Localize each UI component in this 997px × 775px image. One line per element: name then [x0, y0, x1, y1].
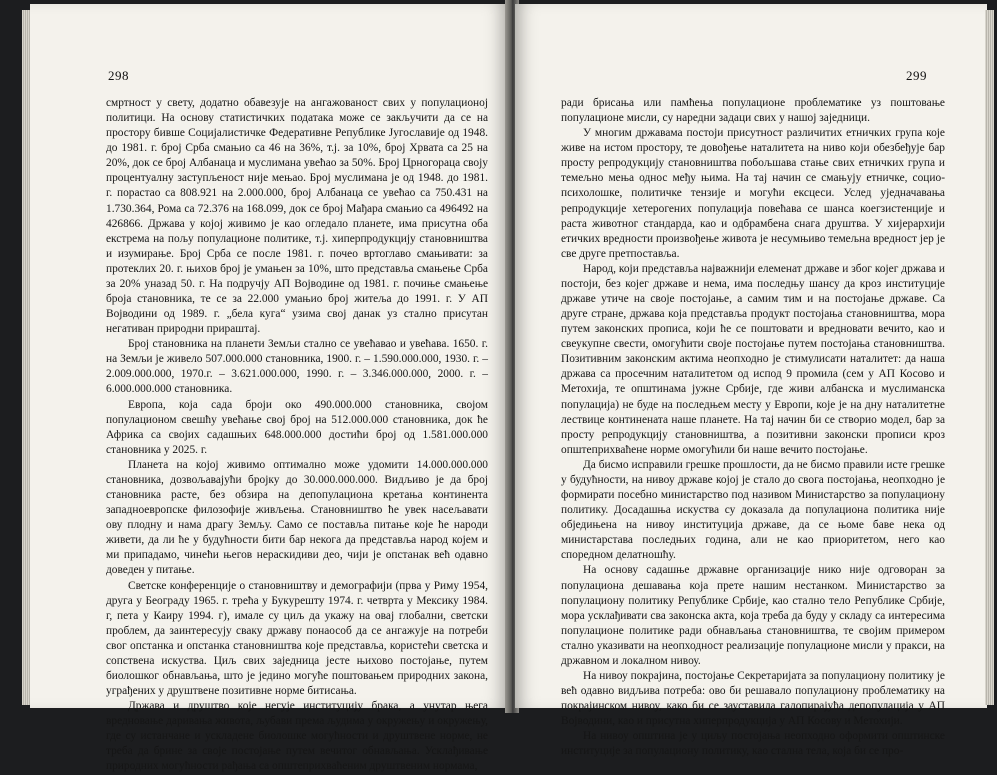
right-page-edge — [985, 10, 994, 705]
page-number: 298 — [108, 68, 129, 83]
paragraph: Држава и друштво које негује институцију брака, а унутар њега вредновање даривања живота, љубави према људима у окружењу и окружењу, где су истанчане и ускладене биолошке могућности и друштвене норме, не треба да брине за своје постојање путем вечитог обнављања. Усклађивање природних могућности рађања са општеприхваћеним друштвеним нормама, — [106, 700, 488, 773]
left-page — [30, 4, 507, 773]
paragraph: На основу садашње државне организације нико није одговоран за популациона дешавања која прете нашим нестанком. Министарство за популациону политику Републике Србије, као стално тело Републике Србије, мора усклађивати сва законска акта, која треба да буду у складу са интересима популационе политике ради обнављања становништва, те својим примером стално указивати на неопходност реализације популационе мисли у пракси, на државном и локалном нивоу. — [561, 564, 945, 667]
right-page — [515, 4, 987, 758]
paragraph: смртност у свету, додатно обавезује на ангажованост свих у популационој политици. На основу статистичких података може се закључити да се на простору бивше Социјалистичке Федеративне Републике Југославије од 1948. до 1981. г. број Срба смањио са 46 на 36%, т.ј. за 10%, број Хрвата са 25 на 20%, док се број Албанаца и муслимана увећао за 50%. Број Црногораца своју процентуалну заступљеност није мењао. Број муслимана је од 1948. до 1981. г. порастао са 808.921 на 2.000.000, број Албанаца се увећао са 750.431 на 1.730.364, Рома са 72.376 на 168.099, док се број Мађара смањио са 496492 на 426866. Држава у којој живимо је као огледало планете, има присутна оба екстрема на пољу популационе политике, т.ј. хиперпродукцију становништва и изумирање. Број Срба се после 1981. г. почео вртоглаво смањивати: за протеклих 20. г. њихов број је умањен за 10%, што представља смањење Срба за 20% уназад 50. г. На подручју АП Војводине од 1981. г. почиње смањење броја становника, те се за 22.000 умањио број житеља до 1991. г. У АП Војводини од 1989. г. „бела куга“ узима свој данак уз стално присутан негативан природни прираштај. — [106, 97, 488, 336]
body-text — [106, 96, 488, 775]
paragraph: На нивоу општина је у циљу постојања неопходно оформити општинске институције за популациону политику, као стална тела, која би се про- — [561, 730, 945, 758]
body-text — [561, 96, 945, 759]
paragraph: Да бисмо исправили грешке прошлости, да не бисмо правили исте грешке у будућности, на нивоу државе којој је стало до свога постојања, неопходно је формирати посебно министарство под називом Министарство за популациону политику. Досадашња искуства су доказала да популациона политика није обједињена на нивоу институција државе, да се њоме баве нека од министарстава последњих година, али не као приоритетом, него као споредном делатношћу. — [561, 458, 945, 562]
paragraph: На нивоу покрајина, постојање Секретаријата за популациону политику је већ одавно видљива потреба: ово би решавало популациону проблематику на покрајинском нивоу, како би се зауставила галопирајућа депопулација у АП Војводини, као и присутна хиперпродукција у АП Косову и Метохији. — [561, 669, 945, 728]
paragraph: Планета на којој живимо оптимално може удомити 14.000.000.000 становника, дозвољавајући бројку до 30.000.000.000. Видљиво је да број становника расте, без обзира на депопулациона кретања континента западноевропске филозофије живљења. Становништво ће увек насељавати ову плодну и нама драгу Земљу. Само се поставља питање које ће народи живети, да ли ће у будућности бити бар некога да представља народ којем и ми припадамо, чинећи његов нераскидиви део, чији је опстанак већ одавно доведен у питање. — [106, 458, 488, 577]
paragraph: Народ, који представља најважнији елеменат државе и због којег држава и постоји, без којег државе и нема, има последњу шансу да кроз институције државе утиче на своје постојање, а самим тим и на постојање државе. Са друге стране, држава која представља продукт постојања становништва, мора путем законских прописа, који ће се поштовати и вредновати вечито, као и свеукупне свести, омогућити своје постојање путем постојања становништва. Позитивним законским актима неопходно је стимулисати наталитет: да наша држава са просечним наталитетом од испод 9 промила (сем у АП Косово и Метохија, те општинама јужне Србије, где живи албанска и муслиманска популација) не буде на последњем месту у Европи, које је на дну наталитетне лествице континената наше планете. На тај начин би се створио модел, бар за просту репродукцију становништва, а позитивни законски прописи кроз општеприхваћене норме омогућили би наше вечито постојање. — [561, 262, 945, 456]
paragraph: Светске конференције о становништву и демографији (прва у Риму 1954, друга у Београду 1965. г. трећа у Букурешту 1974. г. четврта у Мексику 1984. г, пета у Каиру 1994. г), имале су циљ да укажу на овај глобални, светски проблем, да заинтересују сваку државу понаособ да се ангажује на потреби свог опстанка и опстанка становништва које представља, користећи светска и сопствена искуства. Циљ свих заједница јесте њихово постојање, путем биолошког обнављања, што је једино могуће поштовањем природних закона, уграђених у друштвене позитивне норме битисања. — [106, 579, 488, 698]
page-number: 299 — [906, 68, 927, 83]
paragraph: ради брисања или памћења популационе проблематике уз поштовање популационе мисли, су наредни задаци свих у нашој заједници. — [561, 97, 945, 125]
paragraph: Европа, која сада броји око 490.000.000 становника, својом популационом свешћу увећање свој број на 512.000.000 становника, док ће Африка са својих садашњих 648.000.000 достићи број од 1.581.000.000 становника у 2025. г. — [106, 398, 488, 456]
paragraph: Број становника на планети Земљи стално се увећавао и увећава. 1650. г. на Земљи је живело 507.000.000 становника, 1900. г. – 1.590.000.000, 1930. г. – 2.009.000.000, 1970.г. – 3.621.000.000, 1990. г. – 3.346.000.000, 2000. г. – 6.000.000.000 становника. — [106, 338, 488, 396]
paragraph: У многим државама постоји присутност различитих етничких група које живе на истом простору, те довођење наталитета на ниво који обезбеђује бар просту репродукцију становништва побољшава стање свих етничких група и темељно мења однос међу њима. На тај начин се смањују етничке, социо-психолошке, политичке тензије и могући ексцеси. Услед уједначавања репродукције хетерогених популација повећава се шанса коегзистенције и раста животног стандарда, као и одбрамбена снага друштва. У хијерархији етичких вредности произвођење живота је несумњиво темељна вредност јер је све друге претпоставља. — [561, 127, 945, 260]
